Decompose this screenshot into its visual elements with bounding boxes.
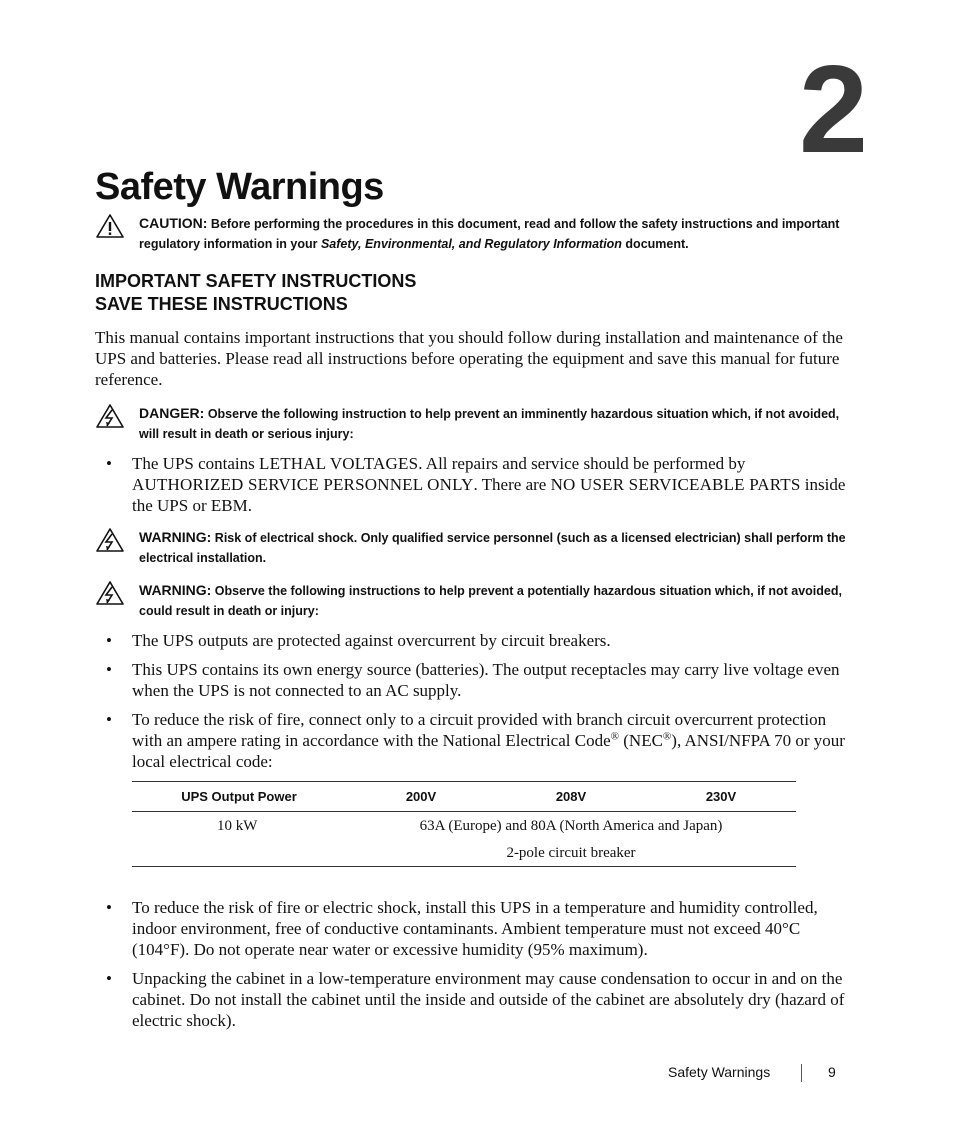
electrical-hazard-icon <box>95 527 125 553</box>
table-header: UPS Output Power <box>132 782 346 812</box>
warning-text: Observe the following instructions to help prevent a potentially hazardous situation which, if not avoided, could result in death or injury: <box>139 584 842 618</box>
bullet-text: Unpacking the cabinet in a low-temperature environment may cause condensation to occur in and on the cabinet. Do not install the cabinet until the inside and outside of the cabinet are absolutely dry (hazard of electric shock). <box>132 969 845 1030</box>
table-row <box>132 812 796 841</box>
heading-line2: SAVE THESE INSTRUCTIONS <box>95 294 348 314</box>
heading-line1: IMPORTANT SAFETY INSTRUCTIONS <box>95 271 417 291</box>
danger-notice <box>95 403 855 444</box>
caution-notice <box>95 213 855 254</box>
list-item <box>106 630 856 651</box>
bullet-text: To reduce the risk of fire or electric shock, install this UPS in a temperature and humidity controlled, indoor environment, free of conductive contaminants. Ambient temperature must not exceed 40°C (104°F). Do not operate near water or excessive humidity (95% maximum). <box>132 898 818 959</box>
table-header: 208V <box>496 782 646 812</box>
table-header: 200V <box>346 782 496 812</box>
bullet-glyph: • <box>106 660 112 679</box>
table-cell-breaker: 2-pole circuit breaker <box>346 840 796 867</box>
page-title: Safety Warnings <box>95 166 384 208</box>
caution-text: Before performing the procedures in this document, read and follow the safety instructions and important regulatory information in your <box>139 217 840 251</box>
registered-mark: ® <box>610 730 619 743</box>
bullet-text: . All repairs and service should be performed by <box>418 454 746 473</box>
table-cell-power: 10 kW <box>217 817 258 834</box>
warning-label: WARNING: <box>139 582 212 598</box>
list-item <box>106 968 856 1031</box>
bullet-text: ), ANSI/NFPA 70 or your local electrical code: <box>132 731 845 771</box>
bullet-emphasis: AUTHORIZED SERVICE PERSONNEL ONLY <box>132 475 474 494</box>
list-item <box>106 897 856 960</box>
warning-text: Risk of electrical shock. Only qualified service personnel (such as a licensed electrician) shall perform the electrical installation. <box>139 531 846 565</box>
caution-triangle-icon <box>95 213 125 239</box>
table-cell-empty <box>132 840 346 867</box>
registered-mark: ® <box>662 730 672 743</box>
table-cell-rating: 63A (Europe) and 80A (North America and Japan) <box>419 817 723 834</box>
bullet-glyph: • <box>106 631 112 650</box>
page-number: 9 <box>828 1064 836 1080</box>
bullet-text: . There are <box>473 475 551 494</box>
bullet-glyph: • <box>106 969 112 988</box>
bullet-emphasis: NO USER SERVICEABLE PARTS <box>550 475 801 494</box>
bullet-text: (NEC <box>619 731 663 750</box>
footer-section: Safety Warnings <box>668 1064 771 1080</box>
page-footer <box>668 1064 836 1080</box>
bullet-glyph: • <box>106 710 112 729</box>
list-item <box>106 453 856 516</box>
caution-text-end: document. <box>621 237 689 251</box>
intro-paragraph: This manual contains important instructions that you should follow during installation and maintenance of the UPS and batteries. Please read all instructions before operating the equipment and save this manual for future reference. <box>95 328 843 389</box>
list-item <box>106 709 856 772</box>
danger-text: Observe the following instruction to help prevent an imminently hazardous situation which, if not avoided, will result in death or serious injury: <box>139 407 840 441</box>
warning-notice-1 <box>95 527 855 568</box>
danger-label: DANGER: <box>139 405 205 421</box>
chapter-number: 2 <box>799 41 868 179</box>
table-header: 230V <box>646 782 796 812</box>
footer-divider <box>801 1064 802 1082</box>
electrical-hazard-icon <box>95 580 125 606</box>
bullet-glyph: • <box>106 454 112 473</box>
caution-label: CAUTION: <box>139 215 208 231</box>
breaker-rating-table <box>132 781 796 867</box>
electrical-hazard-icon <box>95 403 125 429</box>
bullet-text: To reduce the risk of fire, connect only to a circuit provided with branch circuit overcurrent protection with an ampere rating in accordance with the National Electrical Code <box>132 710 827 750</box>
list-item <box>106 659 856 701</box>
bullet-glyph: • <box>106 898 112 917</box>
bullet-text: The UPS contains <box>132 454 260 473</box>
warning-label: WARNING: <box>139 529 212 545</box>
bullet-text: This UPS contains its own energy source (batteries). The output receptacles may carry live voltage even when the UPS is not connected to an AC supply. <box>132 660 840 700</box>
caution-doc-title: Safety, Environmental, and Regulatory Information <box>320 237 622 251</box>
bullet-text: inside the UPS or EBM. <box>132 475 846 515</box>
warning-notice-2 <box>95 580 855 621</box>
table-row <box>132 840 796 867</box>
bullet-emphasis: LETHAL VOLTAGES <box>259 454 419 473</box>
section-heading <box>95 270 416 316</box>
bullet-text: The UPS outputs are protected against overcurrent by circuit breakers. <box>132 631 611 650</box>
table-header-row <box>132 782 796 812</box>
